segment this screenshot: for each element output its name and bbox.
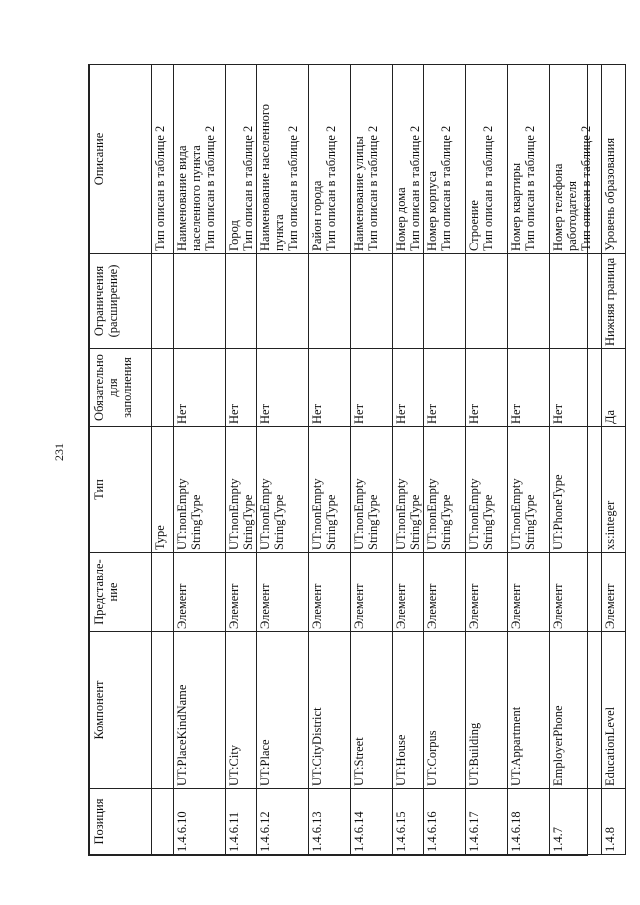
cell-representation [152,553,174,632]
type-text: StringType [408,494,422,550]
cell-required [226,349,257,427]
table-header-row [90,65,152,855]
cell-restrictions [309,254,351,349]
cell-component [174,632,226,789]
header-position: Позиция [90,789,152,855]
description-text: Тип описан в таблице 2 [324,125,338,251]
cell-position [466,789,508,855]
cell-description [550,65,602,254]
cell-component [424,632,466,789]
cell-restrictions [174,254,226,349]
type-text: StringType [439,494,453,550]
description-text: Тип описан в таблице 2 [203,125,217,251]
description-text: Номер квартиры [509,162,523,251]
table-row [508,65,550,855]
table-row [309,65,351,855]
cell-type [393,427,424,553]
cell-description [309,65,351,254]
cell-position [226,789,257,855]
cell-component [257,632,309,789]
cell-type [309,427,351,553]
description-text: Тип описан в таблице 2 [408,125,422,251]
table-row [174,65,226,855]
header-restrictions: Ограничения (расширение) [90,254,152,349]
cell-required [351,349,393,427]
cell-representation [257,553,309,632]
cell-required [257,349,309,427]
cell-required [466,349,508,427]
description-text: Наименование вида [175,145,189,251]
table-row [602,65,626,855]
required-text: Нет [175,403,189,424]
header-required: Обязательно для заполнения [90,349,152,427]
cell-type [257,427,309,553]
cell-position [174,789,226,855]
cell-representation [309,553,351,632]
component-text: UT:Place [258,739,272,786]
type-text: UT:nonEmpty [352,478,366,550]
type-text: UT:nonEmpty [467,478,481,550]
table-row [226,65,257,855]
component-text: UT:Corpus [425,730,439,786]
cell-component [152,632,174,789]
cell-restrictions [152,254,174,349]
description-text: Тип описан в таблице 2 [286,125,300,251]
description-text: работодателя [565,180,579,251]
table-body [152,65,626,855]
type-text: UT:nonEmpty [394,478,408,550]
cell-position [602,789,626,855]
component-text: UT:PlaceKindName [175,684,189,786]
cell-description [466,65,508,254]
cell-position [508,789,550,855]
cell-description [393,65,424,254]
description-text: Строение [467,200,481,251]
cell-representation [508,553,550,632]
cell-restrictions [226,254,257,349]
description-text: Город [227,220,241,251]
table-row [550,65,602,855]
component-text: EducationLevel [603,706,617,786]
description-text: Номер корпуса [425,171,439,251]
description-text: Номер дома [394,187,408,251]
cell-representation [424,553,466,632]
continuation-row [152,65,174,855]
representation-text: Элемент [258,583,272,629]
table-row [393,65,424,855]
representation-text: Элемент [551,583,565,629]
required-text: Нет [394,403,408,424]
position-text: 1.4.6.15 [394,811,408,852]
required-text: Нет [227,403,241,424]
cell-required [508,349,550,427]
component-text: EmployerPhone [551,705,565,786]
representation-text: Элемент [175,583,189,629]
cell-required [602,349,626,427]
header-description: Описание [90,65,152,254]
representation-text: Элемент [467,583,481,629]
cell-representation [466,553,508,632]
header-component: Компонент [90,632,152,789]
cell-description [508,65,550,254]
cell-restrictions [508,254,550,349]
type-text: UT:PhoneType [551,474,565,550]
component-text: UT:House [394,734,408,786]
description-text: Тип описан в таблице 2 [579,125,593,251]
type-text: UT:nonEmpty [310,478,324,550]
cell-representation [602,553,626,632]
cell-description [424,65,466,254]
position-text: 1.4.6.16 [425,811,439,852]
position-text: 1.4.6.11 [227,811,241,852]
required-text: Нет [258,403,272,424]
cell-representation [174,553,226,632]
cell-restrictions [466,254,508,349]
component-text: UT:City [227,744,241,786]
description-text: Наименование улицы [352,136,366,251]
cell-required [309,349,351,427]
representation-text: Элемент [227,583,241,629]
cell-representation [351,553,393,632]
description-text: населенного пункта [189,145,203,251]
cell-representation [226,553,257,632]
cell-restrictions [257,254,309,349]
cell-representation [393,553,424,632]
type-text: xs:integer [603,500,617,550]
cell-restrictions [351,254,393,349]
table-row [351,65,393,855]
position-text: 1.4.6.17 [467,811,481,852]
table-row [257,65,309,855]
cell-required [393,349,424,427]
cell-restrictions [424,254,466,349]
cell-position [351,789,393,855]
header-type: Тип [90,427,152,553]
rotated-table-frame [88,64,617,856]
description-text: Район города [310,180,324,251]
cell-type [602,427,626,553]
representation-text: Элемент [394,583,408,629]
cell-restrictions [393,254,424,349]
cell-required [424,349,466,427]
cell-restrictions [550,254,602,349]
position-text: 1.4.6.12 [258,811,272,852]
required-text: Нет [551,403,565,424]
specification-table [89,64,626,855]
cell-description [351,65,393,254]
required-text: Нет [509,403,523,424]
cell-type [424,427,466,553]
cell-position [550,789,602,855]
required-text: Нет [310,403,324,424]
cell-component [550,632,602,789]
position-text: 1.4.7 [551,827,565,852]
type-text: UT:nonEmpty [509,478,523,550]
table-row [424,65,466,855]
type-text: Type [153,525,167,550]
type-text: UT:nonEmpty [425,478,439,550]
description-text: Тип описан в таблице 2 [439,125,453,251]
cell-required [152,349,174,427]
cell-component [226,632,257,789]
representation-text: Элемент [509,583,523,629]
type-text: StringType [241,494,255,550]
cell-description [152,65,174,254]
cell-restrictions [602,254,626,349]
type-text: StringType [324,494,338,550]
required-text: Нет [425,403,439,424]
required-text: Да [603,409,617,424]
type-text: StringType [189,494,203,550]
cell-position [393,789,424,855]
cell-component [466,632,508,789]
description-text: Тип описан в таблице 2 [523,125,537,251]
position-text: 1.4.6.10 [175,811,189,852]
cell-type [466,427,508,553]
component-text: UT:CityDistrict [310,707,324,786]
cell-type [550,427,602,553]
type-text: StringType [272,494,286,550]
description-text: Тип описан в таблице 2 [153,125,167,251]
description-text: Тип описан в таблице 2 [366,125,380,251]
type-text: StringType [523,494,537,550]
page-number: 231 [52,443,66,461]
position-text: 1.4.8 [603,827,617,852]
cell-description [602,65,626,254]
cell-position [309,789,351,855]
representation-text: Элемент [425,583,439,629]
cell-position [424,789,466,855]
cell-description [174,65,226,254]
representation-text: Элемент [352,583,366,629]
cell-position [152,789,174,855]
cell-type [226,427,257,553]
representation-text: Элемент [310,583,324,629]
table-row [466,65,508,855]
cell-component [602,632,626,789]
component-text: UT:Appartment [509,706,523,786]
type-text: UT:nonEmpty [258,478,272,550]
cell-type [508,427,550,553]
required-text: Нет [467,403,481,424]
component-text: UT:Building [467,722,481,786]
position-text: 1.4.6.18 [509,811,523,852]
cell-type [152,427,174,553]
description-text: Тип описан в таблице 2 [481,125,495,251]
cell-component [351,632,393,789]
description-text: пункта [272,214,286,251]
type-text: UT:nonEmpty [175,478,189,550]
cell-component [393,632,424,789]
cell-description [257,65,309,254]
cell-description [226,65,257,254]
rotated-table-container [89,65,617,855]
cell-type [174,427,226,553]
cell-component [508,632,550,789]
description-text: Уровень образования [603,137,617,251]
restrictions-text: Нижняя граница [603,257,617,346]
description-text: Наименование населенного [258,104,272,251]
position-text: 1.4.6.13 [310,811,324,852]
header-representation: Представле-ние [90,553,152,632]
component-text: UT:Street [352,737,366,786]
type-text: StringType [366,494,380,550]
cell-position [257,789,309,855]
description-text: Номер телефона [551,163,565,251]
position-text: 1.4.6.14 [352,811,366,852]
representation-text: Элемент [603,583,617,629]
cell-required [174,349,226,427]
cell-required [550,349,602,427]
type-text: UT:nonEmpty [227,478,241,550]
required-text: Нет [352,403,366,424]
cell-representation [550,553,602,632]
type-text: StringType [481,494,495,550]
description-text: Тип описан в таблице 2 [241,125,255,251]
cell-component [309,632,351,789]
cell-type [351,427,393,553]
